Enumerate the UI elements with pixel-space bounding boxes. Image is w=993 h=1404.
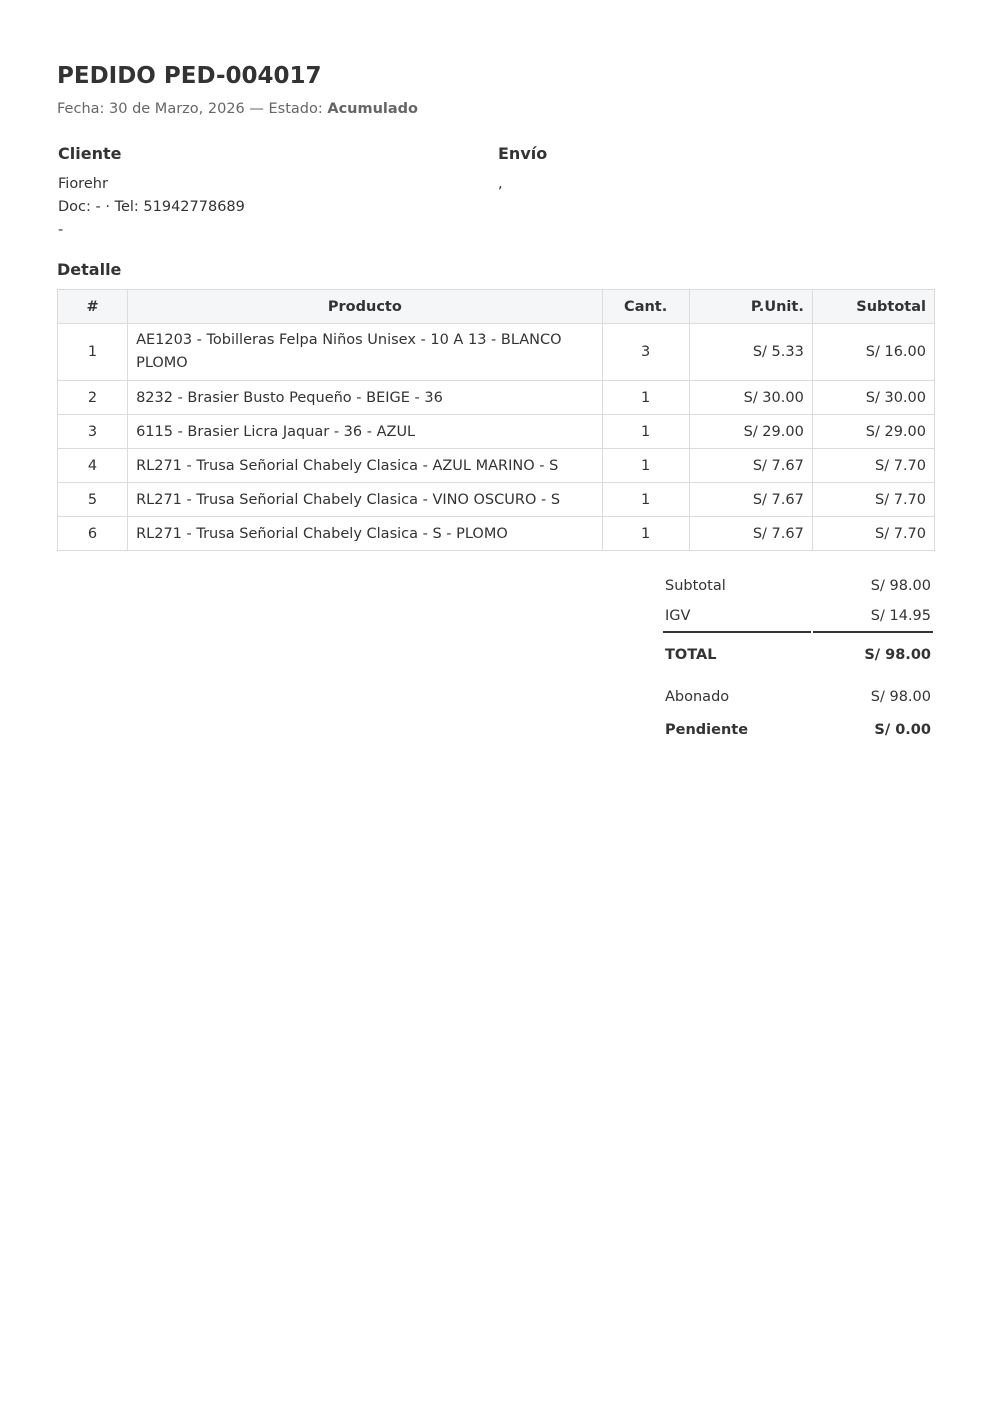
row-product: AE1203 - Tobilleras Felpa Niños Unisex - 10 A 13 - BLANCO PLOMO bbox=[128, 324, 603, 381]
row-subtotal: S/ 30.00 bbox=[812, 381, 934, 415]
detail-heading: Detalle bbox=[57, 260, 122, 279]
totals-subtotal-row bbox=[663, 571, 933, 601]
pending-value: S/ 0.00 bbox=[874, 722, 931, 738]
client-heading: Cliente bbox=[58, 144, 122, 163]
column-header-number: # bbox=[58, 290, 128, 324]
row-number: 3 bbox=[58, 415, 128, 449]
client-doc: Doc: - · Tel: 51942778689 bbox=[58, 199, 245, 215]
pending-label: Pendiente bbox=[665, 722, 749, 738]
row-number: 6 bbox=[58, 517, 128, 551]
client-name: Fiorehr bbox=[58, 176, 108, 192]
table-row bbox=[58, 415, 935, 449]
row-subtotal: S/ 7.70 bbox=[812, 449, 934, 483]
subtotal-label: Subtotal bbox=[665, 578, 726, 594]
row-product: RL271 - Trusa Señorial Chabely Clasica - AZUL MARINO - S bbox=[128, 449, 603, 483]
column-header-product: Producto bbox=[128, 290, 603, 324]
table-header-row bbox=[58, 290, 935, 324]
items-table bbox=[57, 289, 935, 551]
paid-label: Abonado bbox=[665, 689, 730, 705]
row-number: 4 bbox=[58, 449, 128, 483]
column-header-subtotal: Subtotal bbox=[812, 290, 934, 324]
totals-igv-row bbox=[663, 601, 933, 633]
column-header-quantity: Cant. bbox=[602, 290, 689, 324]
row-unit-price: S/ 7.67 bbox=[689, 483, 812, 517]
row-product: RL271 - Trusa Señorial Chabely Clasica - VINO OSCURO - S bbox=[128, 483, 603, 517]
table-row bbox=[58, 449, 935, 483]
order-meta bbox=[57, 101, 418, 117]
client-extra: - bbox=[58, 222, 64, 238]
row-number: 1 bbox=[58, 324, 128, 381]
page-title: PEDIDO PED-004017 bbox=[57, 63, 322, 89]
table-row bbox=[58, 483, 935, 517]
subtotal-value: S/ 98.00 bbox=[870, 578, 931, 594]
row-quantity: 1 bbox=[602, 517, 689, 551]
total-value: S/ 98.00 bbox=[864, 647, 931, 663]
status-badge: Acumulado bbox=[327, 101, 419, 117]
column-header-unit-price: P.Unit. bbox=[689, 290, 812, 324]
row-product: RL271 - Trusa Señorial Chabely Clasica - S - PLOMO bbox=[128, 517, 603, 551]
client-block bbox=[58, 144, 245, 242]
totals-paid-row bbox=[663, 675, 933, 715]
row-subtotal: S/ 29.00 bbox=[812, 415, 934, 449]
row-subtotal: S/ 16.00 bbox=[812, 324, 934, 381]
table-row bbox=[58, 381, 935, 415]
row-number: 2 bbox=[58, 381, 128, 415]
row-quantity: 1 bbox=[602, 415, 689, 449]
row-subtotal: S/ 7.70 bbox=[812, 517, 934, 551]
row-unit-price: S/ 5.33 bbox=[689, 324, 812, 381]
row-quantity: 1 bbox=[602, 483, 689, 517]
shipping-block bbox=[498, 144, 547, 196]
row-quantity: 1 bbox=[602, 381, 689, 415]
table-row bbox=[58, 324, 935, 381]
row-product: 6115 - Brasier Licra Jaquar - 36 - AZUL bbox=[128, 415, 603, 449]
totals-total-row bbox=[663, 633, 933, 675]
row-number: 5 bbox=[58, 483, 128, 517]
row-unit-price: S/ 7.67 bbox=[689, 449, 812, 483]
paid-value: S/ 98.00 bbox=[870, 689, 931, 705]
totals-pending-row bbox=[663, 715, 933, 745]
shipping-heading: Envío bbox=[498, 144, 548, 163]
row-quantity: 1 bbox=[602, 449, 689, 483]
order-date: Fecha: 30 de Marzo, 2026 — Estado: bbox=[57, 101, 323, 117]
table-row bbox=[58, 517, 935, 551]
total-label: TOTAL bbox=[665, 647, 717, 663]
row-product: 8232 - Brasier Busto Pequeño - BEIGE - 36 bbox=[128, 381, 603, 415]
row-unit-price: S/ 29.00 bbox=[689, 415, 812, 449]
igv-value: S/ 14.95 bbox=[813, 601, 933, 633]
shipping-address: , bbox=[498, 176, 503, 192]
row-quantity: 3 bbox=[602, 324, 689, 381]
row-unit-price: S/ 7.67 bbox=[689, 517, 812, 551]
totals-table bbox=[661, 571, 935, 745]
row-subtotal: S/ 7.70 bbox=[812, 483, 934, 517]
row-unit-price: S/ 30.00 bbox=[689, 381, 812, 415]
igv-label: IGV bbox=[663, 601, 811, 633]
